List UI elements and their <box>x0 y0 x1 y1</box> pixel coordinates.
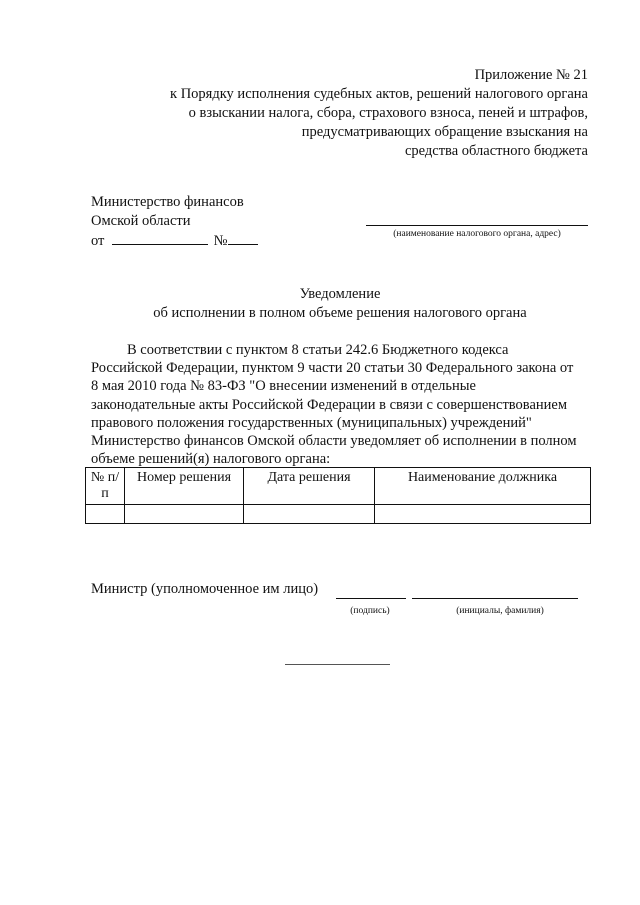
body-line-text: законодательные акты Российской Федерации в связи с совершенствованием <box>91 396 568 413</box>
decisions-table <box>85 467 591 524</box>
table-cell[interactable] <box>244 505 375 524</box>
name-blank-line <box>412 598 578 599</box>
signature-caption: (подпись) <box>350 606 390 616</box>
number-blank <box>228 231 258 245</box>
body-line-text: объеме решений(я) налогового органа: <box>91 451 331 468</box>
date-blank <box>112 231 208 245</box>
appendix-line: средства областного бюджета <box>404 143 588 159</box>
name-caption: (инициалы, фамилия) <box>456 606 544 616</box>
body-line <box>91 414 589 432</box>
sender-date-number <box>91 231 258 251</box>
recipient-caption: (наименование налогового органа, адрес) <box>393 229 561 239</box>
number-prefix: № <box>213 233 228 249</box>
body-line <box>91 359 589 377</box>
appendix-line: Приложение № 21 <box>474 67 588 83</box>
minister-label: Министр (уполномоченное им лицо) <box>91 581 319 597</box>
body-line <box>91 377 589 395</box>
body-line-text: Министерство финансов Омской области уведомляет об исполнении в полном <box>91 433 577 450</box>
appendix-line: предусматривающих обращение взыскания на <box>301 124 588 140</box>
body-line-text: В соответствии с пунктом 8 статьи 242.6 Бюджетного кодекса <box>127 342 509 358</box>
appendix-header <box>170 66 588 161</box>
footer-divider <box>285 664 390 665</box>
table-cell[interactable] <box>375 505 591 524</box>
notice-subtitle: об исполнении в полном объеме решения налогового органа <box>153 305 527 321</box>
sender-region: Омской области <box>91 213 191 229</box>
table-header-row <box>86 468 591 505</box>
table-cell[interactable] <box>125 505 244 524</box>
appendix-line: о взыскании налога, сбора, страхового взноса, пеней и штрафов, <box>188 105 588 121</box>
sender-block <box>91 193 258 251</box>
body-line <box>91 341 589 359</box>
header-decision-number: Номер решения <box>125 468 244 505</box>
table-row <box>86 505 591 524</box>
notice-title: Уведомление <box>299 286 381 302</box>
body-paragraph <box>91 341 589 468</box>
sender-org: Министерство финансов <box>91 194 244 210</box>
header-decision-date: Дата решения <box>244 468 375 505</box>
date-prefix: от <box>91 233 105 249</box>
appendix-line: к Порядку исполнения судебных актов, решений налогового органа <box>170 86 588 102</box>
body-line <box>91 432 589 450</box>
body-line-text: правового положения государственных (муниципальных) учреждений" <box>91 414 532 431</box>
body-line-text: 8 мая 2010 года № 83-ФЗ "О внесении изменений в отдельные <box>91 378 476 395</box>
body-line <box>91 396 589 414</box>
header-debtor-name: Наименование должника <box>375 468 591 505</box>
body-line-text: Российской Федерации, пунктом 9 части 20 статьи 30 Федерального закона от <box>91 360 574 377</box>
header-number: № п/п <box>86 468 125 505</box>
table-cell[interactable] <box>86 505 125 524</box>
signature-blank-line <box>336 598 406 599</box>
recipient-blank-line <box>366 225 588 226</box>
body-line <box>91 450 589 468</box>
